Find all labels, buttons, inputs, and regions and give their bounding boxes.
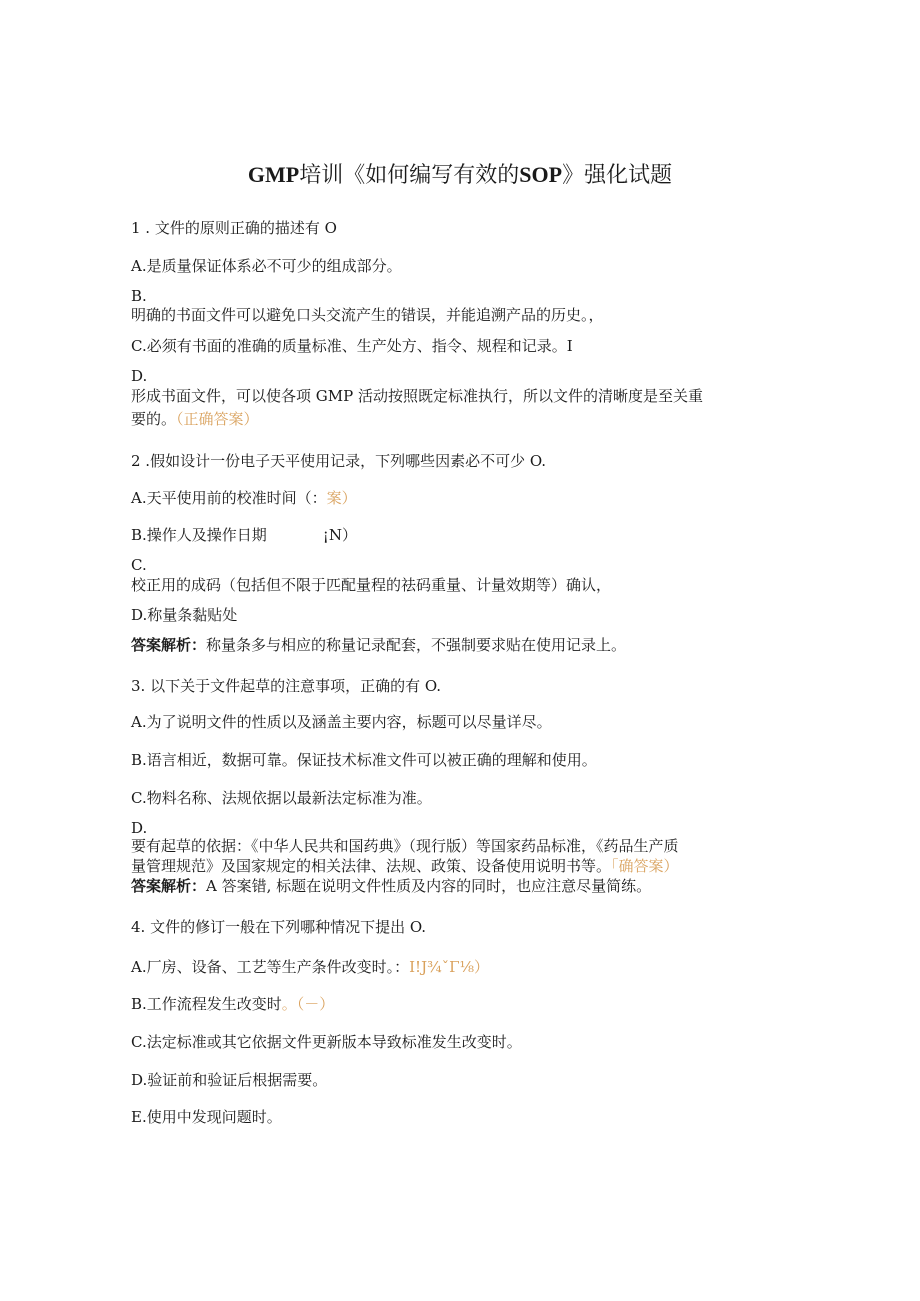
q2-analysis [131, 636, 626, 654]
title-sop: SOP [519, 162, 563, 187]
q2-option-b-text: B.操作人及操作日期 [131, 526, 267, 544]
q2-analysis-label: 答案解析： [131, 636, 207, 654]
q3-analysis-label: 答案解析： [131, 877, 207, 895]
q2-option-d: D.称量条黏贴处 [131, 606, 238, 624]
title-suffix: 》强化试题 [562, 163, 673, 188]
q2-option-a [131, 489, 357, 507]
q2-option-a-text: A.天平使用前的校准时间（： [131, 489, 327, 507]
title-gmp: GMP [247, 162, 300, 187]
q2-answer-mark: 案） [326, 489, 357, 507]
q1-question: 1 . 文件的原则正确的描述有 O [131, 219, 337, 237]
q3-analysis-text: A 答案错, 标题在说明文件性质及内容的同时，也应注意尽量简练。 [206, 877, 652, 895]
q3-option-d-line2 [131, 857, 679, 875]
q1-option-b-letter: B. [131, 287, 147, 305]
q2-option-b [131, 526, 357, 544]
q3-question: 3. 以下关于文件起草的注意事项，正确的有 O. [131, 677, 442, 695]
q4-option-c: C.法定标准或其它依据文件更新版本导致标准发生改变时。 [131, 1033, 522, 1051]
q2-option-c-letter: C. [131, 556, 147, 574]
q4-question: 4. 文件的修订一般在下列哪种情况下提出 O. [131, 918, 427, 936]
q4-option-b [131, 995, 334, 1013]
q1-option-d-line2 [131, 410, 259, 428]
q3-option-d-line1: 要有起草的依据：《中华人民共和国药典》（现行版）等国家药品标准，《药品生产质 [131, 837, 679, 855]
q1-option-d-text: 要的。 [131, 410, 177, 428]
q2-question: 2 .假如设计一份电子天平使用记录，下列哪些因素必不可少 O. [131, 452, 547, 470]
q3-option-d-letter: D. [131, 819, 148, 837]
q1-correct-answer-mark: （正确答案） [176, 410, 259, 428]
q2-option-b-mark: ¡N） [322, 526, 357, 544]
q1-option-d-line1: 形成书面文件，可以使各项 GMP 活动按照既定标准执行，所以文件的清晰度是至关重 [131, 387, 703, 405]
title-middle: 培训《如何编写有效的 [299, 163, 520, 188]
q4-option-b-text: B.工作流程发生改变时 [131, 995, 282, 1013]
q4-option-a [131, 958, 489, 976]
q1-option-c: C.必须有书面的准确的质量标准、生产处方、指令、规程和记录。I [131, 337, 573, 355]
q3-option-a: A.为了说明文件的性质以及涵盖主要内容，标题可以尽量详尽。 [131, 713, 552, 731]
q4-option-b-mark: 。（－） [281, 995, 335, 1013]
q1-option-b-text: 明确的书面文件可以避免口头交流产生的错误，并能追溯产品的历史。， [131, 306, 604, 324]
q4-answer-mark: I!J¾ˇΓ⅛） [409, 958, 490, 976]
q1-option-a: A.是质量保证体系必不可少的组成部分。 [131, 257, 402, 275]
q4-option-d: D.验证前和验证后根据需要。 [131, 1071, 328, 1089]
q3-correct-answer-mark: 「确答案） [611, 857, 679, 875]
q3-option-b: B.语言相近，数据可靠。保证技术标准文件可以被正确的理解和使用。 [131, 751, 597, 769]
q2-option-c-text: 校正用的成码（包括但不限于匹配量程的祛码重量、计量效期等）确认， [131, 576, 612, 594]
q4-option-e: E.使用中发现问题时。 [131, 1108, 282, 1126]
q2-analysis-text: 称量条多与相应的称量记录配套，不强制要求贴在使用记录上。 [206, 636, 627, 654]
page-title [0, 161, 920, 190]
q3-option-d-text: 量管理规范》及国家规定的相关法律、法规、政策、设备使用说明书等。 [131, 857, 612, 875]
q3-analysis [131, 877, 651, 895]
q1-option-d-letter: D. [131, 367, 148, 385]
q4-option-a-text: A.厂房、设备、工艺等生产条件改变时。： [131, 958, 410, 976]
q3-option-c: C.物料名称、法规依据以最新法定标准为准。 [131, 789, 432, 807]
